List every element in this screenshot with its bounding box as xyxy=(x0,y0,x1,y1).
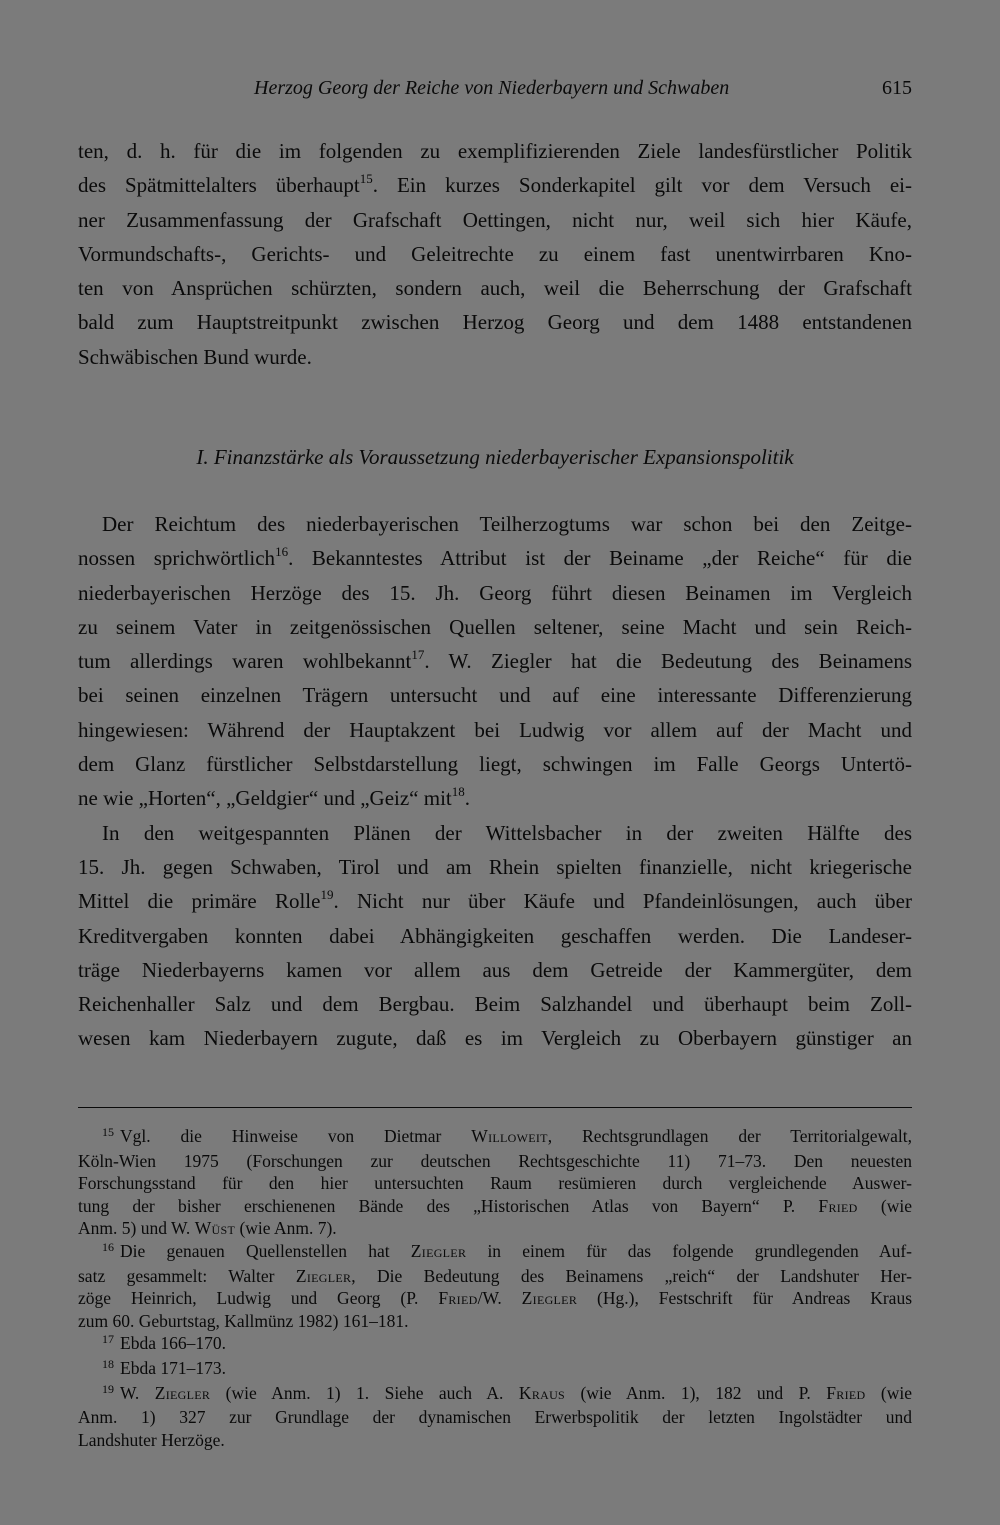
footnote-line: zum 60. Geburtstag, Kallmünz 1982) 161–181. xyxy=(78,1310,409,1331)
text-segment: Ebda 166–170. xyxy=(120,1333,226,1354)
text-segment: ne wie „Horten“, „Geldgier“ und „Geiz“ mit xyxy=(78,786,452,811)
text-segment: (wie xyxy=(857,1195,912,1216)
text-segment: Mittel die primäre Rolle xyxy=(78,889,321,914)
footnote-17 xyxy=(78,1332,912,1357)
footnote-ref[interactable]: 19 xyxy=(320,887,334,903)
text-line: ner Zusammenfassung der Grafschaft Oettingen, nicht nur, weil sich hier Käufe, xyxy=(78,207,912,232)
footnote-line: Landshuter Herzöge. xyxy=(78,1429,225,1450)
text-line xyxy=(78,541,912,575)
footnote-line xyxy=(78,1240,912,1265)
footnote-15 xyxy=(78,1125,912,1240)
text-segment: des Spätmittelalters überhaupt xyxy=(78,173,360,198)
text-segment: (Hg.), Festschrift für Andreas Kraus xyxy=(577,1288,913,1309)
footnote-line xyxy=(78,1332,912,1357)
section-heading: I. Finanzstärke als Voraussetzung niederbayerischer Expansionspolitik xyxy=(196,445,794,469)
author-name: Ziegler xyxy=(295,1265,352,1286)
footnote-line xyxy=(78,1287,912,1310)
text-line: Schwäbischen Bund wurde. xyxy=(78,344,312,369)
footnote-divider xyxy=(78,1107,912,1108)
text-line xyxy=(78,781,912,815)
text-segment: Die genauen Quellenstellen hat xyxy=(120,1240,411,1261)
text-segment: , Rechtsgrundlagen der Territorialgewalt, xyxy=(547,1126,913,1146)
footnote-line: Anm. 1) 327 zur Grundlage der dynamischen Erwerbspolitik der letzten Ingolstädter und xyxy=(78,1407,912,1428)
footnotes xyxy=(78,1125,912,1451)
text-segment: . Nicht nur über Käufe und Pfandeinlösungen, auch über xyxy=(333,889,912,914)
text-segment: in einem für das folgende grundlegenden Auf- xyxy=(466,1240,912,1261)
footnote-ref[interactable]: 18 xyxy=(451,784,465,800)
footnote-line xyxy=(78,1217,912,1240)
text-segment: zöge Heinrich, Ludwig und Georg (P. xyxy=(78,1288,439,1309)
page-number: 615 xyxy=(882,77,912,99)
text-segment: . W. Ziegler hat die Bedeutung des Beinamens xyxy=(424,649,912,674)
footnote-number: 19 xyxy=(102,1381,114,1396)
text-segment: satz gesammelt: Walter xyxy=(78,1265,296,1286)
text-line: wesen kam Niederbayern zugute, daß es im Vergleich zu Oberbayern günstiger an xyxy=(78,1026,912,1051)
footnote-number: 17 xyxy=(102,1332,114,1347)
footnote-line xyxy=(78,1357,912,1382)
text-segment: (wie Anm. 1), 182 und P. xyxy=(565,1382,827,1403)
text-line: Reichenhaller Salz und dem Bergbau. Beim Salzhandel und überhaupt beim Zoll- xyxy=(78,992,912,1017)
text-line: In den weitgespannten Plänen der Wittelsbacher in der zweiten Hälfte des xyxy=(102,820,912,845)
author-name: Wüst xyxy=(194,1218,236,1239)
footnote-line: Köln-Wien 1975 (Forschungen zur deutschen Rechtsgeschichte 11) 71–73. Den neuesten xyxy=(78,1150,912,1171)
footnote-number: 18 xyxy=(102,1356,114,1371)
footnote-line xyxy=(78,1382,912,1407)
paragraph xyxy=(78,816,912,1056)
footnote-line: Forschungsstand für den hier untersuchten Raum resümieren durch vergleichende Auswer- xyxy=(78,1173,912,1194)
text-segment: (wie xyxy=(865,1382,913,1403)
text-segment: (wie Anm. 1) 1. Siehe auch A. xyxy=(210,1382,519,1403)
author-name: Fried xyxy=(826,1382,866,1403)
text-line xyxy=(78,168,912,202)
text-segment: Vgl. die Hinweise von Dietmar xyxy=(120,1126,472,1146)
text-line: Kreditvergaben konnten dabei Abhängigkeiten geschaffen werden. Die Landeser- xyxy=(78,923,912,948)
author-name: Ziegler xyxy=(410,1240,467,1261)
author-name: Ziegler xyxy=(521,1288,578,1309)
text-line: dem Glanz fürstlicher Selbstdarstellung liegt, schwingen im Falle Georgs Untertö- xyxy=(78,752,912,777)
text-line: ten, d. h. für die im folgenden zu exemplifizierenden Ziele landesfürstlicher Politik xyxy=(78,139,912,163)
text-segment: tung der bisher erschienenen Bände des „Historischen Atlas von Bayern“ P. xyxy=(78,1195,819,1216)
text-segment: Ebda 171–173. xyxy=(120,1357,226,1378)
author-name: Kraus xyxy=(518,1382,566,1403)
text-segment: Anm. 5) und W. xyxy=(78,1218,195,1239)
text-segment: tum allerdings waren wohlbekannt xyxy=(78,649,412,674)
text-segment: , Die Bedeutung des Beinamens „reich“ der Landshuter Her- xyxy=(351,1265,912,1286)
text-line xyxy=(78,644,912,678)
footnote-line xyxy=(78,1125,912,1150)
running-header xyxy=(78,72,912,104)
footnote-ref[interactable]: 16 xyxy=(275,544,289,560)
text-segment: . xyxy=(464,786,470,811)
footnote-number: 16 xyxy=(102,1239,114,1254)
author-name: Ziegler xyxy=(154,1382,211,1403)
text-line: 15. Jh. gegen Schwaben, Tirol und am Rhein spielten finanzielle, nicht kriegerische xyxy=(78,854,912,879)
text-segment: /W. xyxy=(477,1288,522,1309)
footnote-line xyxy=(78,1265,912,1288)
text-segment: nossen sprichwörtlich xyxy=(78,546,276,571)
section-body xyxy=(78,507,912,1056)
author-name: Fried xyxy=(438,1288,478,1309)
text-line: bei seinen einzelnen Trägern untersucht und auf eine interessante Differenzierung xyxy=(78,683,912,708)
text-line: hingewiesen: Während der Hauptakzent bei Ludwig vor allem auf der Macht und xyxy=(78,717,912,742)
footnote-ref[interactable]: 17 xyxy=(411,647,425,663)
text-line: ten von Ansprüchen schürzten, sondern auch, weil die Beherrschung der Grafschaft xyxy=(78,276,912,301)
author-name: Willoweit xyxy=(471,1126,548,1146)
text-segment: . Bekanntestes Attribut ist der Beiname „der Reiche“ für die xyxy=(288,546,912,571)
footnote-18 xyxy=(78,1357,912,1382)
intro-paragraph xyxy=(78,134,912,374)
text-line: Der Reichtum des niederbayerischen Teilherzogtums war schon bei den Zeitge- xyxy=(102,512,912,536)
text-line: bald zum Hauptstreitpunkt zwischen Herzog Georg und dem 1488 entstandenen xyxy=(78,310,912,335)
text-line: zu seinem Vater in zeitgenössischen Quellen seltener, seine Macht und sein Reich- xyxy=(78,614,912,639)
footnote-line xyxy=(78,1195,912,1218)
footnote-19 xyxy=(78,1382,912,1452)
running-title: Herzog Georg der Reiche von Niederbayern und Schwaben xyxy=(254,77,730,99)
paragraph xyxy=(78,507,912,816)
text-segment: (wie Anm. 7). xyxy=(235,1218,337,1239)
text-segment: W. xyxy=(120,1382,155,1403)
text-line: träge Niederbayerns kamen vor allem aus dem Getreide der Kammergüter, dem xyxy=(78,957,912,982)
text-line: Vormundschafts-, Gerichts- und Geleitrechte zu einem fast unentwirrbaren Kno- xyxy=(78,241,912,266)
footnote-ref[interactable]: 15 xyxy=(359,171,373,187)
text-line xyxy=(78,884,912,918)
text-segment: . Ein kurzes Sonderkapitel gilt vor dem Versuch ei- xyxy=(372,173,912,198)
footnote-16 xyxy=(78,1240,912,1332)
author-name: Fried xyxy=(818,1195,858,1216)
text-line: niederbayerischen Herzöge des 15. Jh. Georg führt diesen Beinamen im Vergleich xyxy=(78,580,912,605)
footnote-number: 15 xyxy=(102,1125,114,1139)
